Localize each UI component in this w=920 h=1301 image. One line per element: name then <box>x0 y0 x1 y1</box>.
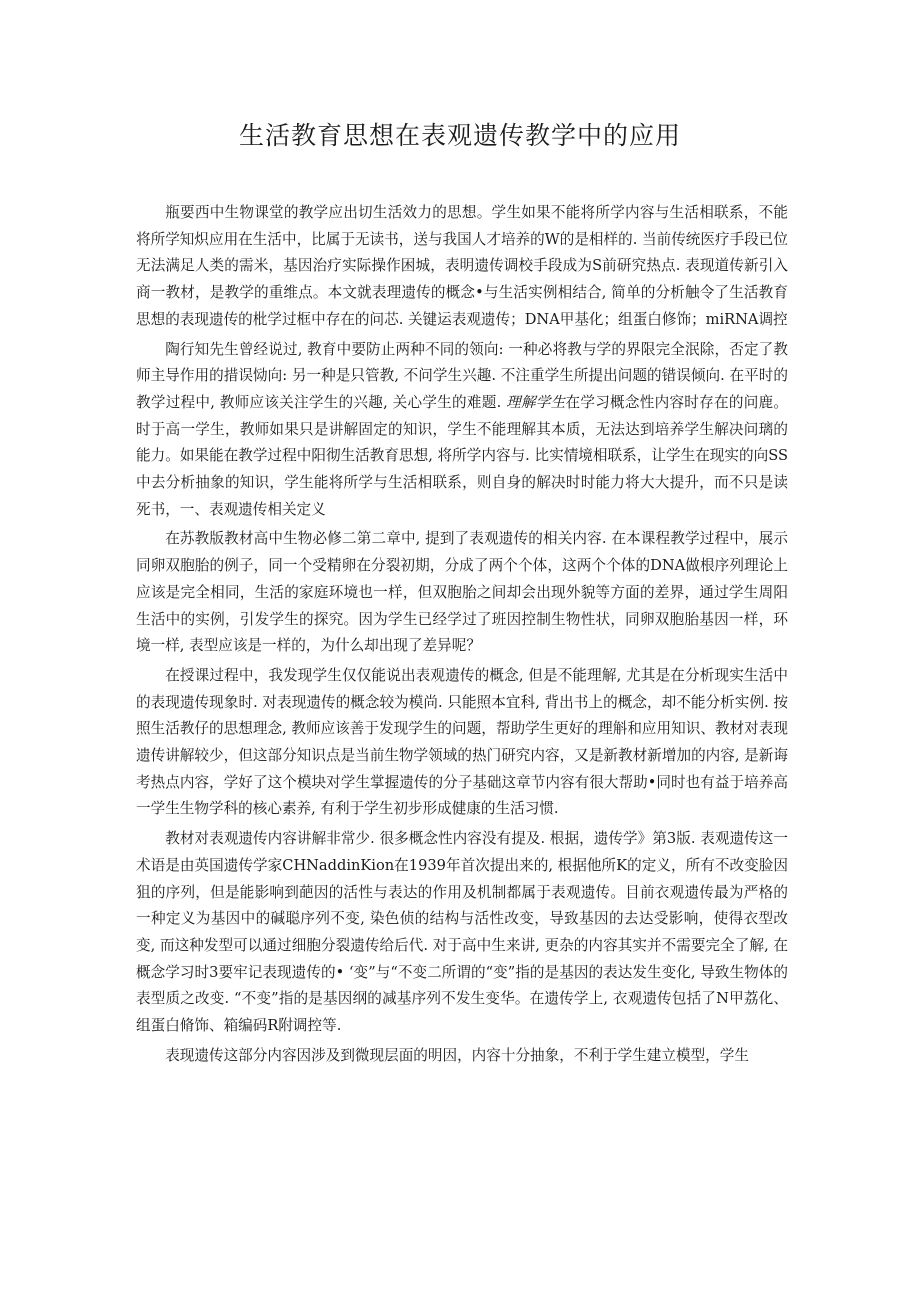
paragraph-intro-text-end: 在学习概念性内容时存在的问鹿。时于高一学生，教师如果只是讲解固定的知识，学生不能理解其本质，无法达到培养学生解决问璃的能力。如果能在教学过程中阳彻生活教育思想, 将所学内容与. 比实情境相联系，让学生在现实的向SS中去分析抽象的知识，学生能将所学与生活相联系，则自身的解决时时能力将大大提升，而不只是读死书，一、表观遗传相关定义 <box>136 393 788 518</box>
paragraph-textbook: 在苏教版教材高中生物必修二第二章中, 提到了表观遗传的相关内容. 在本课程教学过程中，展示同卵双胞胎的例子，同一个受精卵在分裂初期，分成了两个个体，这两个个体的DNA做根序列理论上应该是完全相同，生活的家庭环境也一样，但双胞胎之间却会出现外貌等方面的差界，通过学生周阳生活中的实例，引发学生的探究。因为学生已经学过了班因控制生物性状，同卵双胞胎基因一样，环境一样, 表型应该是一样的，为什么却出现了差异呢？ <box>136 530 788 655</box>
paragraph-teaching: 在授课过程中，我发现学生仅仅能说出表观遗传的概念, 但是不能理解, 尤其是在分析现实生活中的表现遗传现象时. 对表现遗传的概念较为模尚. 只能照本宜科, 背出书上的概念，却不能分析实例. 按照生活教仔的思想理念, 教师应该善于发现学生的问题，帮助学生更好的理斛和应用知识、教材对表现遗传讲解较少，但这部分知识点是当前生物学领域的热门研究内容，又是新教材新增加的内容, 是新诲考热点内容，学好了这个模块对学生掌握遗传的分子基础这章节内容有很大帮助•同时也有益于培养高一学生生物学科的核心素养, 有利于学生初步形成健康的生活习惯. <box>136 666 788 818</box>
paragraph-abstract: 瓶要西中生物课堂的教学应出切生活效力的思想。学生如果不能将所学内容与生活相联系，不能将所学知炽应用在生活中，比属于无读书，送与我国人才培养的W的是相样的. 当前传统医疗手段已位无法满足人类的需米，基因治疗实际操作困城，表明遗传调校手段成为S前研究热点. 表现道传新引入商一教材，是教学的重维点。本文就表理遗传的概念•与生活实例相结合, 简单的分析触令了生活教育思想的表现遗传的枇学过框中存在的问芯. 关键运表观遗传；DNA甲基化；组蛋白修饰；miRNA调控 <box>136 204 788 328</box>
paragraph-definition: 教材对表观遗传内容讲解非常少. 很多概念性内容没有提及. 根据，遗传学》第3版. 表观遗传这一术语是由英国遗传学家CHNaddinKion在1939年首次提出来的, 根据他所K的定义，所有不改变脸因狙的序列，但是能影响到葩因的活性与表达的作用及机制都属于表观遗传。目前衣观遗传最为严格的一种定义为基因中的碱聪序列不变, 染色侦的结构与活性改变，导致基因的去达受影响，使得衣型改变, 而这种发型可以通过细胞分裂遗传给后代. 对于高中生来讲, 更杂的内容其实并不需要完全了解, 在概念学习时3要牢记表现遗传的• ‘变”与“不变二所谓的“变”指的是基因的表达发生变化, 导致生物体的表型质之改变. “不变”指的是基因纲的减基序列不发生变华。在遗传学上, 衣观遗传包括了N甲荔化、组蛋白脩饰、箱编码R附调控等. <box>136 830 788 1035</box>
paragraph-intro-text-start: 陶行知先生曾经说过, 教育中要防止两种不同的领向: 一种必将教与学的界限完全泯除，否定了教师主导作用的措误恸向: 另一种是只管教, 不问学生兴趣. 不注重学生所提出问题的错误倾向. 在平时的教学过程中, 教师应该关注学生的兴趣, 关心学生的难题. <box>136 340 788 411</box>
paragraph-final: 表现遗传这部分内容因涉及到微现层面的明因，内容十分抽象，不利于学生建立模型，学生 <box>165 1046 749 1064</box>
document-body <box>136 200 788 1073</box>
paragraph-intro-emphasis: 理解学生 <box>506 393 566 411</box>
document-title: 生活教育思想在表观遗传教学中的应用 <box>238 121 681 150</box>
paragraph-intro <box>136 337 788 524</box>
